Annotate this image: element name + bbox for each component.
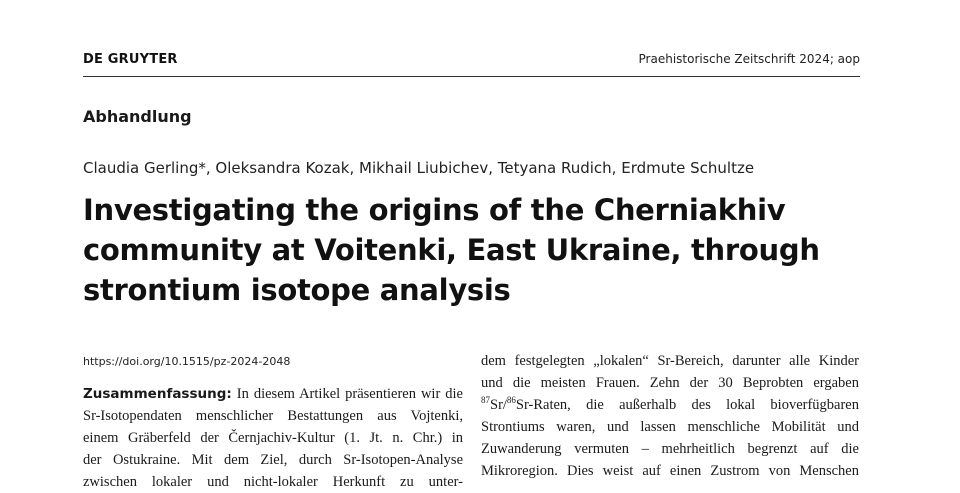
header-rule bbox=[83, 76, 860, 77]
body-line bbox=[481, 394, 859, 416]
body-line: dem festgelegten „lokalen“ Sr-Bereich, darunter alle Kinder bbox=[481, 353, 859, 369]
abstract-line: der Ostukraine. Mit dem Ziel, durch Sr-Isotopen-Analyse bbox=[83, 452, 463, 468]
body-line: Zuwanderung vermuten – mehrheitlich begrenzt auf die bbox=[481, 441, 859, 457]
isotope-superscript: 86 bbox=[506, 395, 516, 405]
abstract-label: Zusammenfassung: bbox=[83, 386, 232, 402]
abstract-line: zwischen lokaler und nicht-lokaler Herkunft zu unter- bbox=[83, 474, 463, 490]
abstract-column bbox=[83, 383, 463, 493]
page-header bbox=[83, 52, 860, 72]
article-type-label: Abhandlung bbox=[83, 107, 192, 126]
doi-link[interactable]: https://doi.org/10.1515/pz-2024-2048 bbox=[83, 355, 291, 368]
author-list: Claudia Gerling*, Oleksandra Kozak, Mikhail Liubichev, Tetyana Rudich, Erdmute Schultze bbox=[83, 159, 755, 177]
title-line: strontium isotope analysis bbox=[83, 273, 511, 307]
abstract-line bbox=[83, 383, 463, 405]
publisher-name: DE GRUYTER bbox=[83, 52, 178, 67]
journal-citation: Praehistorische Zeitschrift 2024; aop bbox=[638, 52, 860, 66]
article-title bbox=[83, 190, 883, 310]
title-line: Investigating the origins of the Cherniakhiv bbox=[83, 193, 786, 227]
abstract-line: Sr-Isotopendaten menschlicher Bestattungen aus Vojtenki, bbox=[83, 408, 463, 424]
body-line: Mikroregion. Dies weist auf einen Zustrom von Menschen bbox=[481, 463, 859, 479]
body-line: und die meisten Frauen. Zehn der 30 Beprobten ergaben bbox=[481, 375, 859, 391]
abstract-line: einem Gräberfeld der Černjachiv-Kultur (1. Jt. n. Chr.) in bbox=[83, 430, 463, 446]
body-text: Sr-Raten, die außerhalb des lokal bioverfügbaren bbox=[515, 397, 859, 413]
abstract-text: In diesem Artikel präsentieren wir die bbox=[231, 386, 463, 402]
title-line: community at Voitenki, East Ukraine, through bbox=[83, 233, 820, 267]
isotope-superscript: 87 bbox=[481, 395, 490, 405]
body-column-right bbox=[481, 350, 859, 482]
body-line: Strontiums waren, und lassen menschliche Mobilität und bbox=[481, 419, 859, 435]
isotope-symbol: Sr/ bbox=[490, 397, 507, 413]
